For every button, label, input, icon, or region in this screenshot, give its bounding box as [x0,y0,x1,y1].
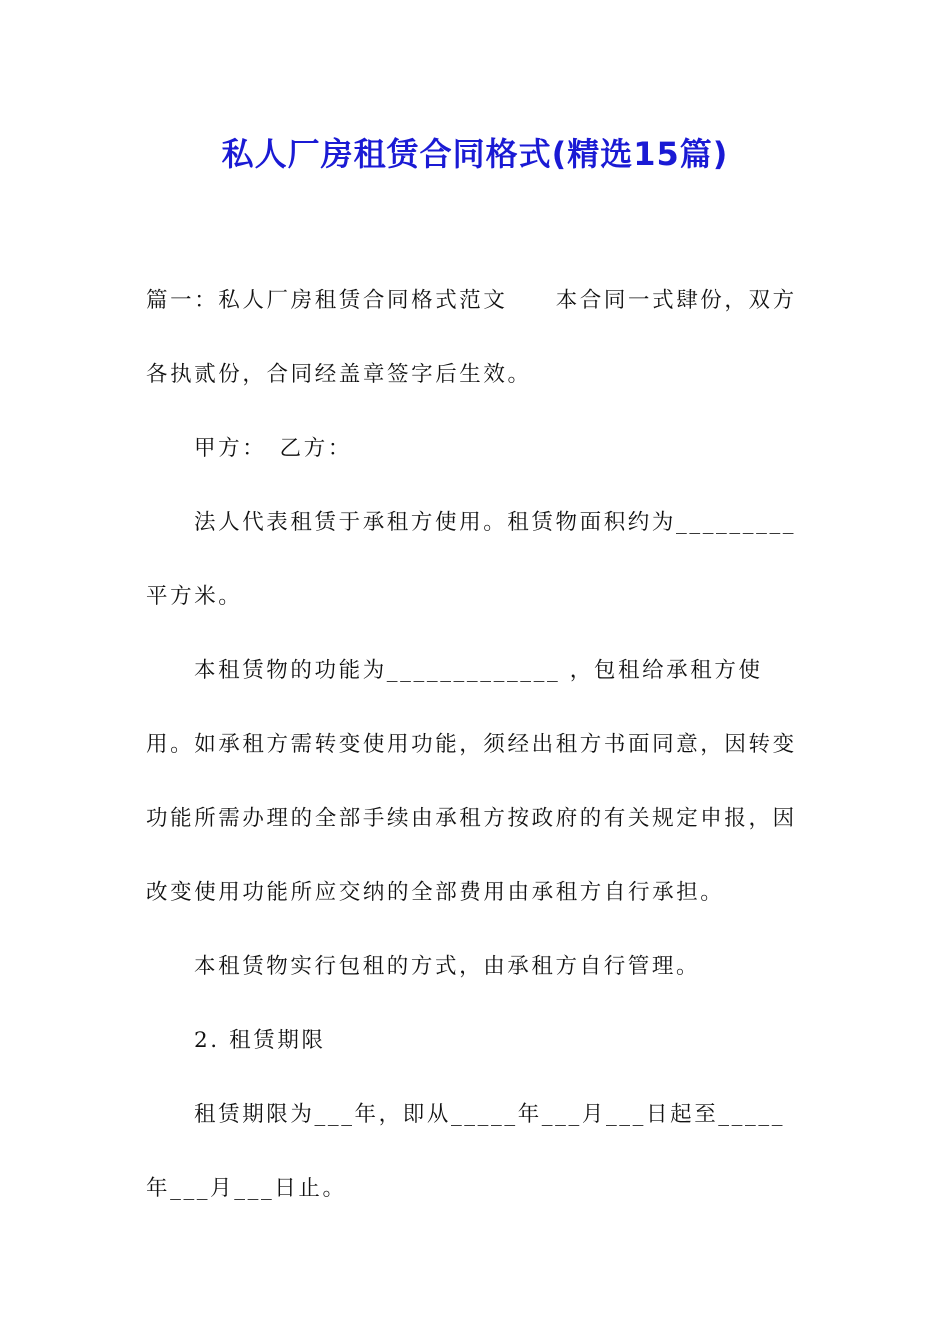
paragraph-area: 法人代表租赁于承租方使用。租赁物面积约为_________平方米。 [146,510,797,609]
paragraph-function: 本租赁物的功能为_____________ ，包租给承租方使用。如承租方需转变使用功能，须经出租方书面同意，因转变功能所需办理的全部手续由承租方按政府的有关规定申报，因改变使用功能所应交纳的全部费用由承租方自行承担。 [146,658,797,905]
document-title: 私人厂房租赁合同格式(精选15篇) [221,135,729,173]
document-body [146,264,806,1226]
paragraph-intro: 篇一：私人厂房租赁合同格式范文 本合同一式肆份，双方各执贰份，合同经盖章签字后生效。 [146,288,797,387]
paragraph-lease-term: 租赁期限为___年，即从_____年___月___日起至_____年___月___日止。 [146,1102,786,1201]
section-heading-lease-term: 2. 租赁期限 [194,1028,326,1053]
paragraph-management: 本租赁物实行包租的方式，由承租方自行管理。 [194,954,701,979]
paragraph-parties: 甲方： 乙方： [194,436,352,461]
